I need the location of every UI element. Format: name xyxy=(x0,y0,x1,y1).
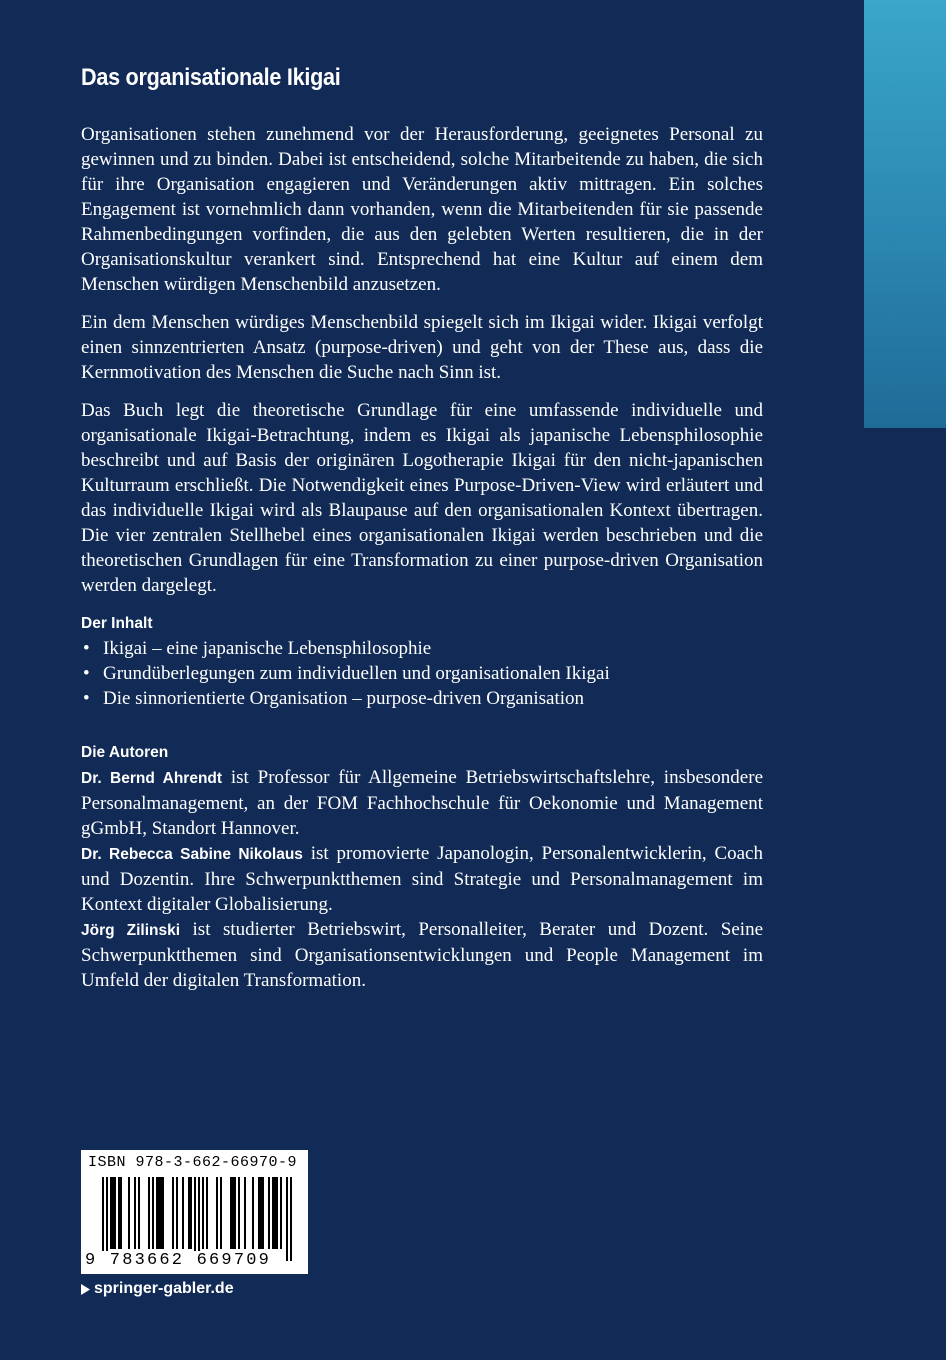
bullet-icon: • xyxy=(83,638,90,659)
barcode-bar xyxy=(118,1177,120,1249)
barcode-bar xyxy=(102,1177,104,1261)
barcode-bar xyxy=(216,1177,218,1249)
blurb-paragraph-1: Organisationen stehen zunehmend vor der Herausforderung, geeignetes Personal zu gewinnen und zu binden. Dabei ist entscheidend, solche Mitarbeitende zu haben, die sich für ihre Organisation engagieren und Veränderungen aktiv mittragen. Ein solches Engagement ist vornehmlich dann vorhanden, wenn die Mitarbeitenden für sie passende Rahmenbedingungen vorfinden, die aus den gelebten Werten resultieren, die in der Organisationskultur verankert sind. Entsprechend hat eine Kultur auf einem dem Menschen würdigen Menschenbild anzusetzen. xyxy=(81,124,763,295)
barcode-bar xyxy=(206,1177,208,1249)
barcode-bar xyxy=(176,1177,178,1249)
list-item: • Ikigai – eine japanische Lebensphilosophie xyxy=(83,638,432,659)
triangle-arrow-icon xyxy=(81,1284,90,1295)
barcode-bar xyxy=(120,1177,122,1249)
barcode-bar xyxy=(106,1177,108,1261)
contents-section xyxy=(81,611,763,711)
author-bio: Dr. Rebecca Sabine Nikolaus ist promovierte Japanologin, Personalentwicklerin, Coach und Dozentin. Ihre Schwerpunktthemen sind Strategie und Personalmanagement im Kontext digitaler Globalisierung. xyxy=(81,843,763,915)
barcode-bar xyxy=(148,1177,150,1249)
author-name: Dr. Bernd Ahrendt xyxy=(81,770,223,787)
barcode-bar xyxy=(290,1177,292,1261)
barcode-bar xyxy=(232,1177,234,1249)
author-bio: Dr. Bernd Ahrendt ist Professor für Allgemeine Betriebswirtschaftslehre, insbesondere Personalmanagement, an der FOM Fachhochschule für Oekonomie und Management gGmbH, Standort Hannover. xyxy=(81,767,763,839)
barcode-bar xyxy=(128,1177,130,1249)
isbn-digits: 9 783662 669709 xyxy=(85,1251,272,1270)
barcode-bar xyxy=(280,1177,282,1249)
barcode-bar xyxy=(220,1177,222,1249)
barcode-bar xyxy=(230,1177,232,1249)
barcode-bar xyxy=(182,1177,184,1249)
barcode-bar xyxy=(252,1177,254,1249)
contents-list xyxy=(81,636,763,711)
barcode-bar xyxy=(172,1177,174,1249)
book-title: Das organisationale Ikigai xyxy=(81,64,341,91)
barcode-bar xyxy=(244,1177,246,1249)
barcode-bar xyxy=(258,1177,260,1249)
barcode-bar xyxy=(158,1177,160,1249)
accent-bar xyxy=(864,0,946,428)
barcode-bar xyxy=(202,1177,204,1249)
contents-heading: Der Inhalt xyxy=(81,615,153,632)
barcode-bar xyxy=(156,1177,158,1249)
barcode-bar xyxy=(162,1177,164,1249)
website-link[interactable] xyxy=(81,1280,234,1298)
barcode-bar xyxy=(274,1177,276,1249)
author-name: Dr. Rebecca Sabine Nikolaus xyxy=(81,846,303,863)
barcode-bar xyxy=(152,1177,154,1249)
barcode-bar xyxy=(114,1177,116,1249)
blurb-paragraph-3: Das Buch legt die theoretische Grundlage für eine umfassende individuelle und organisationale Ikigai-Betrachtung, indem es Ikigai als japanische Lebensphilosophie beschreibt und auf Basis der originären Logotherapie Ikigai für den nicht-japanischen Kulturraum erschließt. Die Notwendigkeit eines Purpose-Driven-View wird erläutert und das individuelle Ikigai wird als Blaupause auf den organisationalen Kontext übertragen. Die vier zentralen Stellhebel eines organisationalen Ikigai werden beschrieben und die theoretischen Grundlagen für eine Transformation zu einer purpose-driven Organisation werden dargelegt. xyxy=(81,400,763,596)
blurb-column xyxy=(81,122,763,993)
barcode-bar xyxy=(134,1177,136,1249)
barcode-bar xyxy=(160,1177,162,1249)
blurb-paragraph-2: Ein dem Menschen würdiges Menschenbild spiegelt sich im Ikigai wider. Ikigai verfolgt einen sinnzentrierten Ansatz (purpose-driven) und geht von der These aus, dass die Kernmotivation des Menschen die Suche nach Sinn ist. xyxy=(81,312,763,383)
authors-section xyxy=(81,740,763,993)
isbn-label: ISBN 978-3-662-66970-9 xyxy=(88,1154,298,1171)
barcode-bar xyxy=(190,1177,192,1249)
barcode-bar xyxy=(138,1177,140,1249)
barcode-bar xyxy=(110,1177,112,1249)
list-item: • Grundüberlegungen zum individuellen und organisationalen Ikigai xyxy=(83,663,610,684)
barcode-bar xyxy=(262,1177,264,1249)
barcode-bar xyxy=(198,1177,200,1261)
authors-heading: Die Autoren xyxy=(81,744,169,761)
author-name: Jörg Zilinski xyxy=(81,922,181,939)
bullet-icon: • xyxy=(83,688,90,709)
list-item: • Die sinnorientierte Organisation – purpose-driven Organisation xyxy=(83,688,585,709)
barcode-bar xyxy=(268,1177,270,1249)
bullet-icon: • xyxy=(83,663,90,684)
barcode-bar xyxy=(276,1177,278,1249)
website-text: springer-gabler.de xyxy=(94,1280,234,1297)
barcode-bar xyxy=(238,1177,240,1249)
barcode-bar xyxy=(194,1177,196,1261)
author-bio: Jörg Zilinski ist studierter Betriebswirt, Personalleiter, Berater und Dozent. Seine Schwerpunktthemen sind Organisationsentwicklungen und People Management im Umfeld der digitalen Transformation. xyxy=(81,919,763,991)
barcode-bar xyxy=(234,1177,236,1249)
barcode-bar xyxy=(188,1177,190,1249)
barcode-bar xyxy=(286,1177,288,1261)
barcode-bar xyxy=(260,1177,262,1249)
barcode-bar xyxy=(272,1177,274,1249)
isbn-barcode-box xyxy=(81,1150,308,1274)
barcode-bar xyxy=(112,1177,114,1249)
